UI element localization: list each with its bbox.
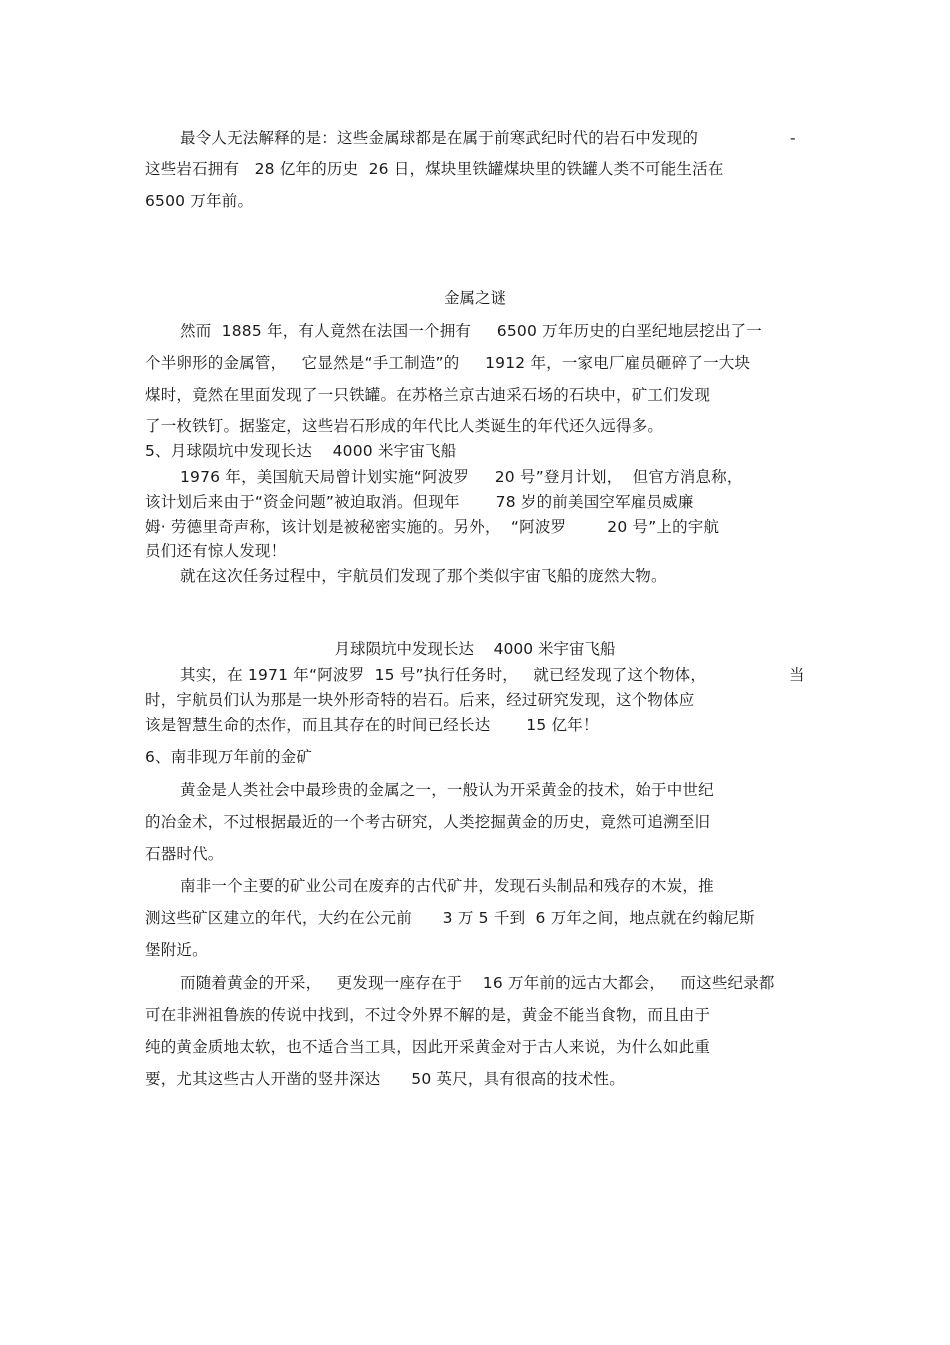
paragraph-line: -	[790, 129, 796, 147]
paragraph-line: 纯的黄金质地太软，也不适合当工具，因此开采黄金对于古人来说，为什么如此重	[145, 1038, 711, 1056]
paragraph-line: 就在这次任务过程中，宇航员们发现了那个类似宇宙飞船的庞然大物。	[180, 567, 667, 585]
paragraph-line: 而随着黄金的开采， 更发现一座存在于 16 万年前的远古大都会， 而这些纪录都	[180, 974, 775, 992]
paragraph-line: 当	[789, 666, 805, 684]
paragraph-line: 该计划后来由于“资金问题”被迫取消。但现年 78 岁的前美国空军雇员威廉	[145, 493, 694, 511]
paragraph-line: 石器时代。	[145, 845, 224, 863]
paragraph-line: 该是智慧生命的杰作，而且其存在的时间已经长达 15 亿年！	[145, 716, 599, 734]
paragraph-line: 然而 1885 年，有人竟然在法国一个拥有 6500 万年历史的白垩纪地层挖出了一	[180, 322, 762, 340]
paragraph-line: 煤时，竟然在里面发现了一只铁罐。在苏格兰京古迪采石场的石块中，矿工们发现	[145, 386, 711, 404]
paragraph-line: 南非一个主要的矿业公司在废弃的古代矿井，发现石头制品和残存的木炭，推	[180, 877, 714, 895]
section-heading: 金属之谜	[443, 289, 506, 307]
section-heading: 月球陨坑中发现长达 4000 米宇宙飞船	[334, 640, 616, 658]
paragraph-line: 堡附近。	[145, 941, 208, 959]
paragraph-line: 可在非洲祖鲁族的传说中找到，不过令外界不解的是，黄金不能当食物，而且由于	[145, 1006, 711, 1024]
paragraph-line: 个半卵形的金属管， 它显然是“手工制造”的 1912 年，一家电厂雇员砸碎了一大块	[145, 354, 751, 372]
numbered-heading: 5、月球陨坑中发现长达 4000 米宇宙飞船	[145, 442, 457, 460]
paragraph-line: 要，尤其这些古人开凿的竖井深达 50 英尺，具有很高的技术性。	[145, 1070, 625, 1088]
paragraph-line: 员们还有惊人发现！	[145, 542, 287, 560]
paragraph-line: 其实，在 1971 年“阿波罗 15 号”执行任务时， 就已经发现了这个物体，	[180, 666, 707, 684]
paragraph-line: 时，宇航员们认为那是一块外形奇特的岩石。后来，经过研究发现，这个物体应	[145, 691, 695, 709]
paragraph-line: 的冶金术，不过根据最近的一个考古研究，人类挖掘黄金的历史，竟然可追溯至旧	[145, 813, 711, 831]
paragraph-line: 了一枚铁钉。据鉴定，这些岩石形成的年代比人类诞生的年代还久远得多。	[145, 417, 664, 435]
paragraph-line: 最令人无法解释的是：这些金属球都是在属于前寒武纪时代的岩石中发现的	[180, 129, 699, 147]
numbered-heading: 6、南非现万年前的金矿	[145, 748, 313, 766]
paragraph-line: 姆· 劳德里奇声称，该计划是被秘密实施的。另外， “阿波罗 20 号”上的宇航	[145, 518, 720, 536]
paragraph-line: 这些岩石拥有 28 亿年的历史 26 日，煤块里铁罐煤块里的铁罐人类不可能生活在	[145, 160, 724, 178]
paragraph-line: 6500 万年前。	[145, 192, 254, 210]
paragraph-line: 1976 年，美国航天局曾计划实施“阿波罗 20 号”登月计划， 但官方消息称，	[180, 468, 743, 486]
paragraph-line: 测这些矿区建立的年代，大约在公元前 3 万 5 千到 6 万年之间，地点就在约翰尼斯	[145, 909, 755, 927]
paragraph-line: 黄金是人类社会中最珍贵的金属之一，一般认为开采黄金的技术，始于中世纪	[180, 781, 714, 799]
